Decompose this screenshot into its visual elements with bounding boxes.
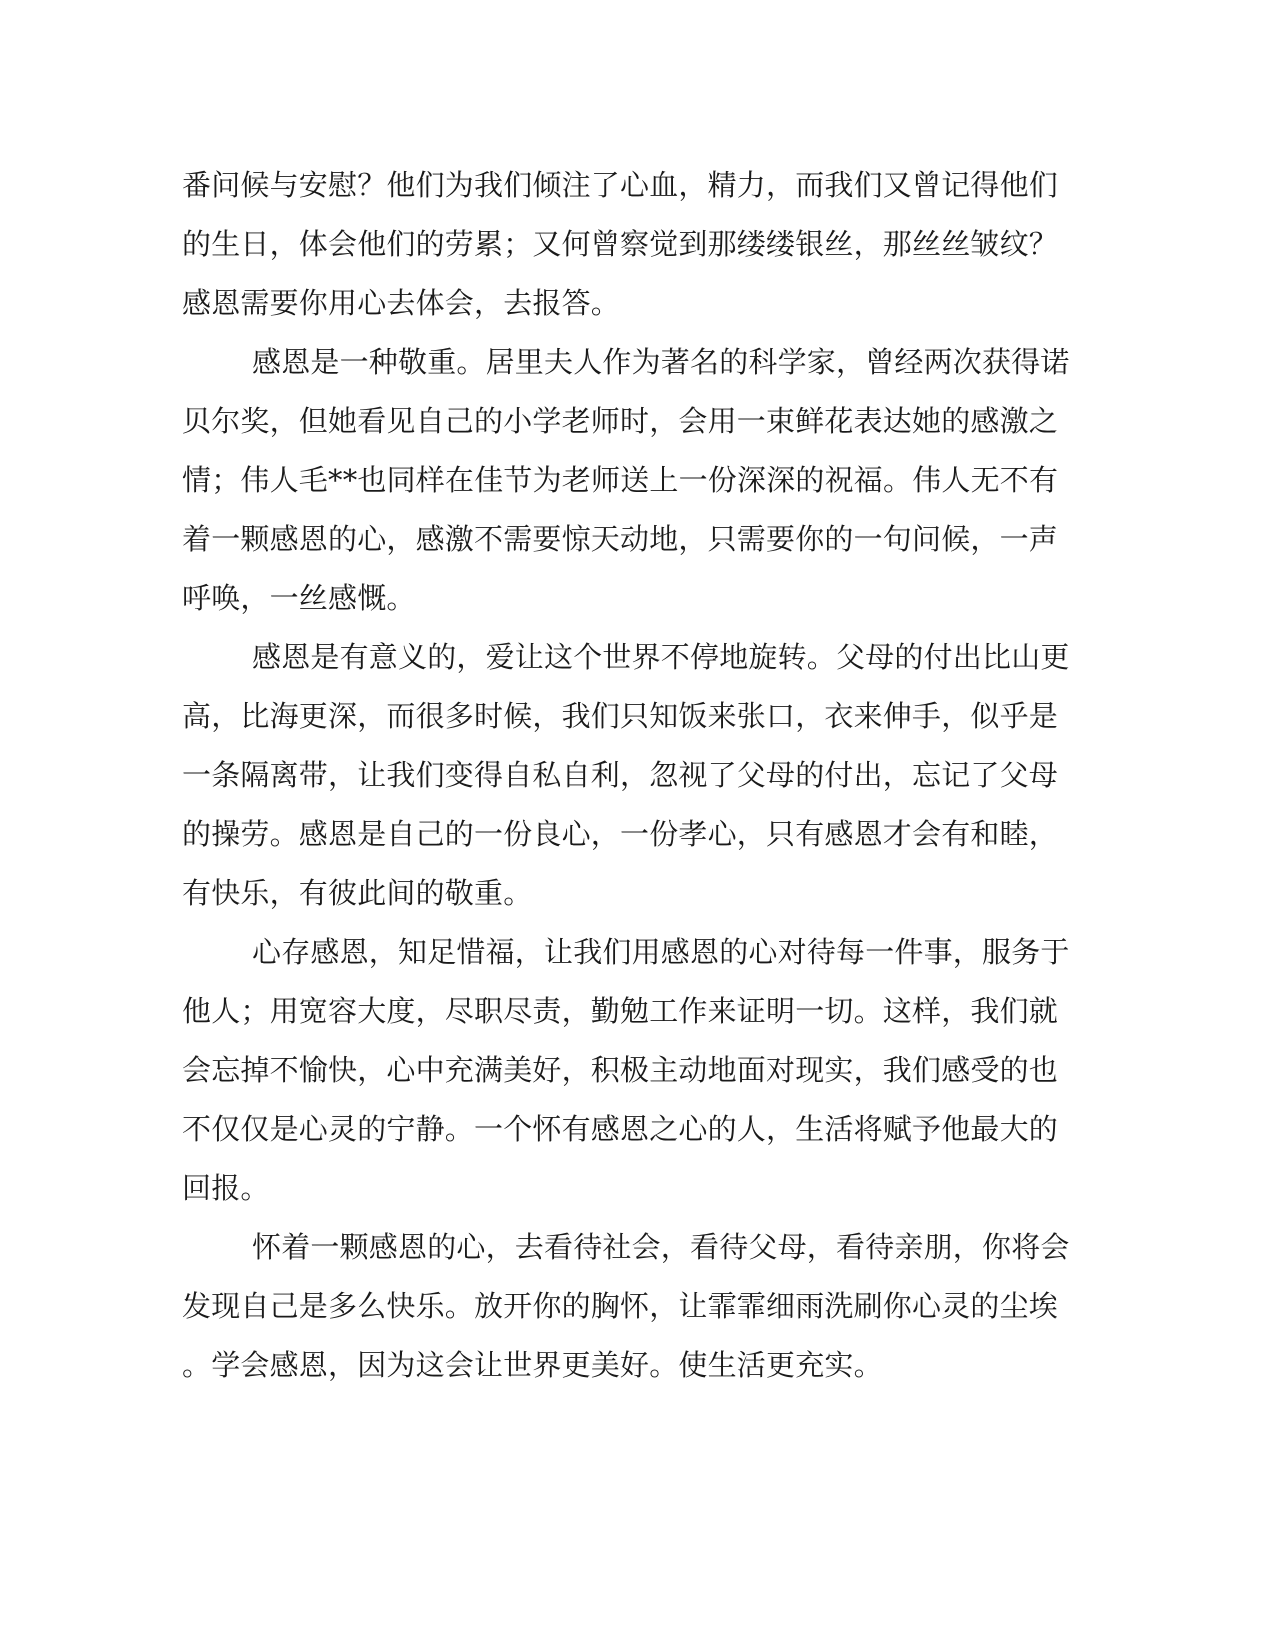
text-line: 。学会感恩，因为这会让世界更美好。使生活更充实。 bbox=[182, 1348, 883, 1382]
text-line: 呼唤，一丝感慨。 bbox=[182, 581, 416, 615]
paragraph-2 bbox=[182, 333, 1070, 628]
text-line: 他人；用宽容大度，尽职尽责，勤勉工作来证明一切。这样，我们就 bbox=[182, 994, 1059, 1028]
text-line: 有快乐，有彼此间的敬重。 bbox=[182, 876, 533, 910]
text-line: 一条隔离带，让我们变得自私自利，忽视了父母的付出，忘记了父母 bbox=[182, 758, 1059, 792]
paragraph-4 bbox=[182, 923, 1070, 1218]
text-line: 不仅仅是心灵的宁静。一个怀有感恩之心的人，生活将赋予他最大的 bbox=[182, 1112, 1059, 1146]
paragraph-1 bbox=[182, 156, 1059, 333]
text-line: 贝尔奖，但她看见自己的小学老师时，会用一束鲜花表达她的感激之 bbox=[182, 404, 1059, 438]
text-line: 番问候与安慰？他们为我们倾注了心血，精力，而我们又曾记得他们 bbox=[182, 168, 1059, 202]
text-line: 高，比海更深，而很多时候，我们只知饭来张口，衣来伸手，似乎是 bbox=[182, 699, 1059, 733]
text-line: 的生日，体会他们的劳累；又何曾察觉到那缕缕银丝，那丝丝皱纹？ bbox=[182, 227, 1059, 261]
text-line-first: 感恩是有意义的，爱让这个世界不停地旋转。父母的付出比山更 bbox=[252, 640, 1070, 674]
text-line: 会忘掉不愉快，心中充满美好，积极主动地面对现实，我们感受的也 bbox=[182, 1053, 1059, 1087]
text-line: 感恩需要你用心去体会，去报答。 bbox=[182, 286, 621, 320]
text-line-first: 怀着一颗感恩的心，去看待社会，看待父母，看待亲朋，你将会 bbox=[252, 1230, 1070, 1264]
text-line: 发现自己是多么快乐。放开你的胸怀，让霏霏细雨洗刷你心灵的尘埃 bbox=[182, 1289, 1059, 1323]
text-line: 着一颗感恩的心，感激不需要惊天动地，只需要你的一句问候，一声 bbox=[182, 522, 1059, 556]
paragraph-3 bbox=[182, 628, 1070, 923]
text-line-first: 心存感恩，知足惜福，让我们用感恩的心对待每一件事，服务于 bbox=[252, 935, 1070, 969]
text-line: 回报。 bbox=[182, 1171, 270, 1205]
paragraph-5 bbox=[182, 1218, 1070, 1395]
text-line: 情；伟人毛**也同样在佳节为老师送上一份深深的祝福。伟人无不有 bbox=[182, 463, 1059, 497]
text-line-first: 感恩是一种敬重。居里夫人作为著名的科学家，曾经两次获得诺 bbox=[252, 345, 1070, 379]
document-body bbox=[182, 156, 1070, 1395]
text-line: 的操劳。感恩是自己的一份良心，一份孝心，只有感恩才会有和睦， bbox=[182, 817, 1059, 851]
